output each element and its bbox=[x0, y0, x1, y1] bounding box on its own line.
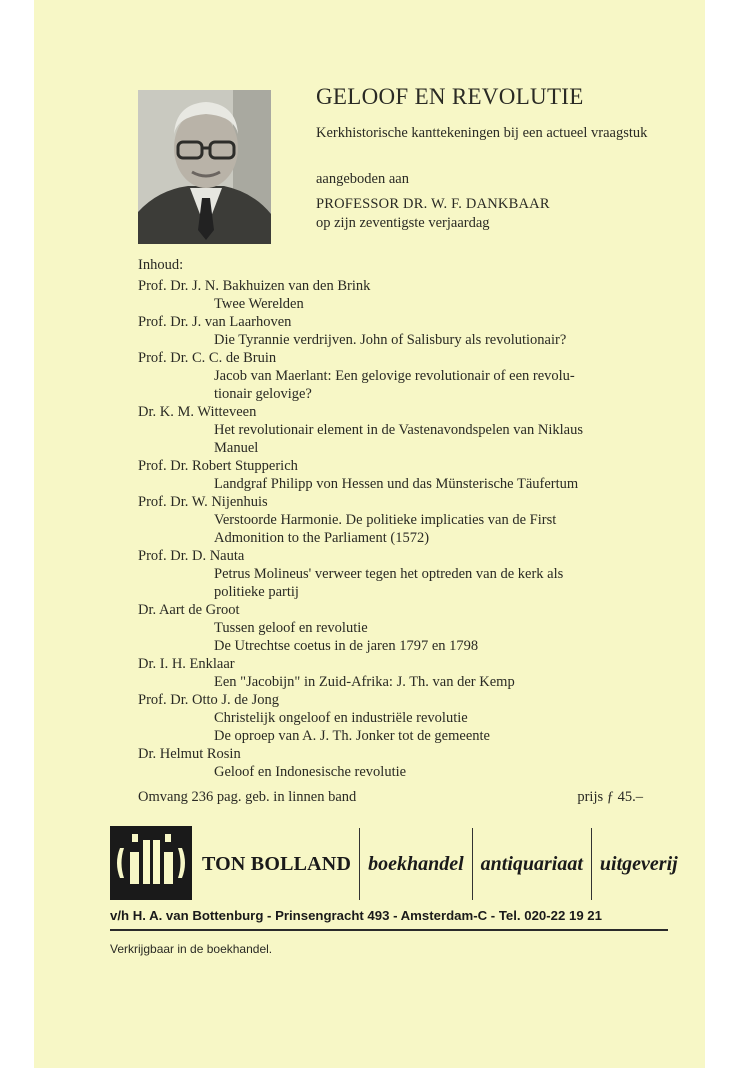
entry-author: Dr. Aart de Groot bbox=[138, 602, 240, 618]
contents-entry bbox=[138, 601, 643, 655]
availability-note: Verkrijgbaar in de boekhandel. bbox=[110, 942, 273, 956]
occasion-text: op zijn zeventigste verjaardag bbox=[316, 215, 490, 231]
entry-author: Dr. K. M. Witteveen bbox=[138, 404, 257, 420]
entry-title-line: Verstoorde Harmonie. De politieke implicaties van de First bbox=[214, 512, 557, 528]
entry-title-line: Landgraf Philipp von Hessen und das Münsterische Täufertum bbox=[214, 476, 579, 492]
entry-title-line: tionair gelovige? bbox=[214, 386, 312, 402]
contents-heading: Inhoud: bbox=[138, 257, 184, 273]
entry-title-line: Twee Werelden bbox=[214, 296, 304, 312]
entry-title-line: De Utrechtse coetus in de jaren 1797 en 1798 bbox=[214, 638, 479, 654]
book-subtitle: Kerkhistorische kanttekeningen bij een actueel vraagstuk bbox=[316, 125, 648, 141]
book-details-line bbox=[138, 789, 643, 806]
entry-title-line: politieke partij bbox=[214, 584, 299, 600]
honoree-name: PROFESSOR DR. W. F. DANKBAAR bbox=[316, 196, 550, 212]
entry-title-line: Christelijk ongeloof en industriële revolutie bbox=[214, 710, 468, 726]
contents-entry bbox=[138, 457, 643, 493]
entry-title-line: Manuel bbox=[214, 440, 259, 456]
entry-author: Prof. Dr. Otto J. de Jong bbox=[138, 692, 279, 708]
entry-author: Prof. Dr. J. N. Bakhuizen van den Brink bbox=[138, 278, 371, 294]
entry-title-line: Die Tyrannie verdrijven. John of Salisbury als revolutionair? bbox=[214, 332, 567, 348]
author-portrait-photo bbox=[138, 90, 271, 244]
entry-title-line: De oproep van A. J. Th. Jonker tot de gemeente bbox=[214, 728, 490, 744]
entry-title bbox=[138, 565, 643, 601]
publisher-address: v/h H. A. van Bottenburg - Prinsengracht 493 - Amsterdam-C - Tel. 020-22 19 21 bbox=[110, 908, 602, 923]
entry-title-line: Tussen geloof en revolutie bbox=[214, 620, 368, 636]
entry-author: Prof. Dr. C. C. de Bruin bbox=[138, 350, 277, 366]
publisher-name: TON BOLLAND bbox=[202, 852, 352, 875]
category-bookshop: boekhandel bbox=[368, 852, 464, 875]
entry-title-line: Admonition to the Parliament (1572) bbox=[214, 530, 430, 546]
address-rule bbox=[110, 929, 668, 931]
book-price: prijs ƒ 45.– bbox=[577, 789, 643, 805]
entry-title bbox=[138, 475, 643, 493]
contents-entries bbox=[138, 277, 643, 781]
category-publisher: uitgeverij bbox=[599, 852, 678, 875]
entry-title-line: Geloof en Indonesische revolutie bbox=[214, 764, 407, 780]
entry-title bbox=[138, 619, 643, 655]
table-of-contents bbox=[138, 256, 643, 781]
entry-title-line: Een "Jacobijn" in Zuid-Afrika: J. Th. van der Kemp bbox=[214, 674, 515, 690]
contents-entry bbox=[138, 277, 643, 313]
publisher-banner bbox=[196, 828, 686, 900]
entry-title bbox=[138, 763, 643, 781]
book-extent: Omvang 236 pag. geb. in linnen band bbox=[138, 789, 357, 805]
category-antiquarian: antiquariaat bbox=[480, 852, 583, 875]
contents-entry bbox=[138, 547, 643, 601]
book-title: GELOOF EN REVOLUTIE bbox=[316, 84, 584, 109]
contents-entry bbox=[138, 313, 643, 349]
entry-title bbox=[138, 367, 643, 403]
entry-author: Prof. Dr. Robert Stupperich bbox=[138, 458, 298, 474]
contents-entry bbox=[138, 493, 643, 547]
entry-title-line: Jacob van Maerlant: Een gelovige revolutionair of een revolu- bbox=[214, 368, 575, 384]
entry-title bbox=[138, 331, 643, 349]
entry-title bbox=[138, 511, 643, 547]
entry-author: Prof. Dr. W. Nijenhuis bbox=[138, 494, 268, 510]
entry-title-line: Het revolutionair element in de Vastenavondspelen van Niklaus bbox=[214, 422, 583, 438]
entry-author: Dr. Helmut Rosin bbox=[138, 746, 241, 762]
offered-to-text: aangeboden aan bbox=[316, 171, 409, 187]
entry-author: Prof. Dr. D. Nauta bbox=[138, 548, 245, 564]
entry-title bbox=[138, 673, 643, 691]
contents-entry bbox=[138, 691, 643, 745]
entry-author: Prof. Dr. J. van Laarhoven bbox=[138, 314, 292, 330]
entry-title-line: Petrus Molineus' verweer tegen het optreden van de kerk als bbox=[214, 566, 564, 582]
contents-entry bbox=[138, 655, 643, 691]
publisher-logo bbox=[110, 826, 192, 900]
contents-entry bbox=[138, 745, 643, 781]
entry-title bbox=[138, 709, 643, 745]
contents-entry bbox=[138, 349, 643, 403]
entry-title bbox=[138, 295, 643, 313]
entry-title bbox=[138, 421, 643, 457]
contents-entry bbox=[138, 403, 643, 457]
entry-author: Dr. I. H. Enklaar bbox=[138, 656, 235, 672]
